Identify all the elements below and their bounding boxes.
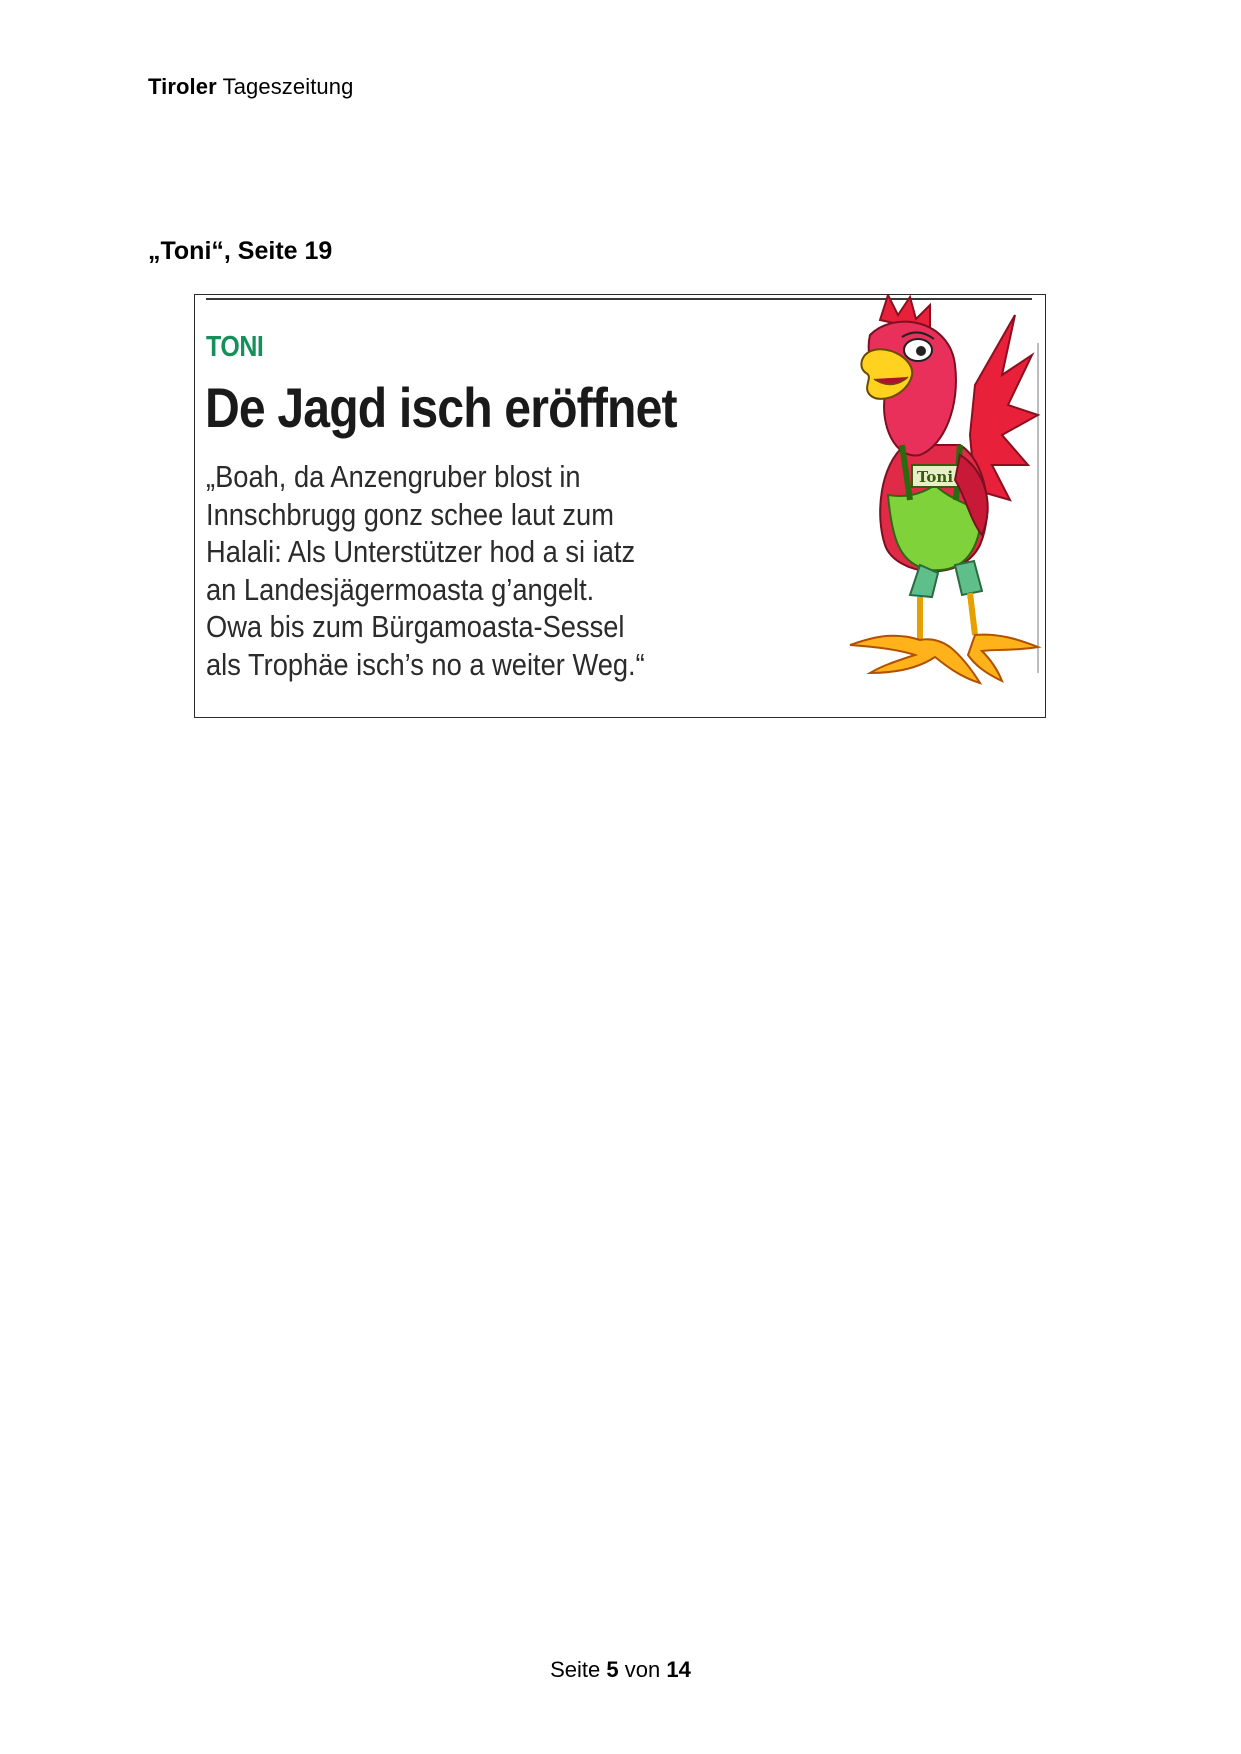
- page-number: [0, 1657, 1241, 1683]
- clipping-body: [206, 458, 826, 683]
- page-separator: von: [624, 1657, 661, 1682]
- clipping-body-line: Halali: Als Unterstützer hod a si iatz: [206, 534, 636, 569]
- clipping-kicker: TONI: [206, 331, 264, 363]
- clipping-body-line: Innschbrugg gonz schee laut zum: [206, 496, 614, 532]
- clipping-body-line: als Trophäe isch’s no a weiter Weg.“: [206, 646, 645, 682]
- page-prefix: Seite: [550, 1657, 601, 1682]
- page-current: 5: [606, 1657, 619, 1682]
- clipping-body-line: an Landesjägermoasta g’angelt.: [206, 571, 595, 607]
- brand-name-regular: Tageszeitung: [222, 74, 354, 99]
- clipping-body-line: Owa bis zum Bürgamoasta-Sessel: [206, 609, 625, 644]
- page-total: 14: [666, 1657, 691, 1682]
- section-title: „Toni“, Seite 19: [148, 237, 333, 265]
- brand-name-bold: Tiroler: [148, 74, 217, 99]
- rooster-mascot-illustration: [770, 295, 1045, 715]
- newspaper-clipping: [194, 294, 1046, 718]
- newspaper-brand: [148, 74, 353, 100]
- clipping-body-line: „Boah, da Anzengruber blost in: [206, 459, 581, 494]
- clipping-headline: De Jagd isch eröffnet: [205, 376, 677, 439]
- mascot-badge-text: Toni: [916, 468, 954, 486]
